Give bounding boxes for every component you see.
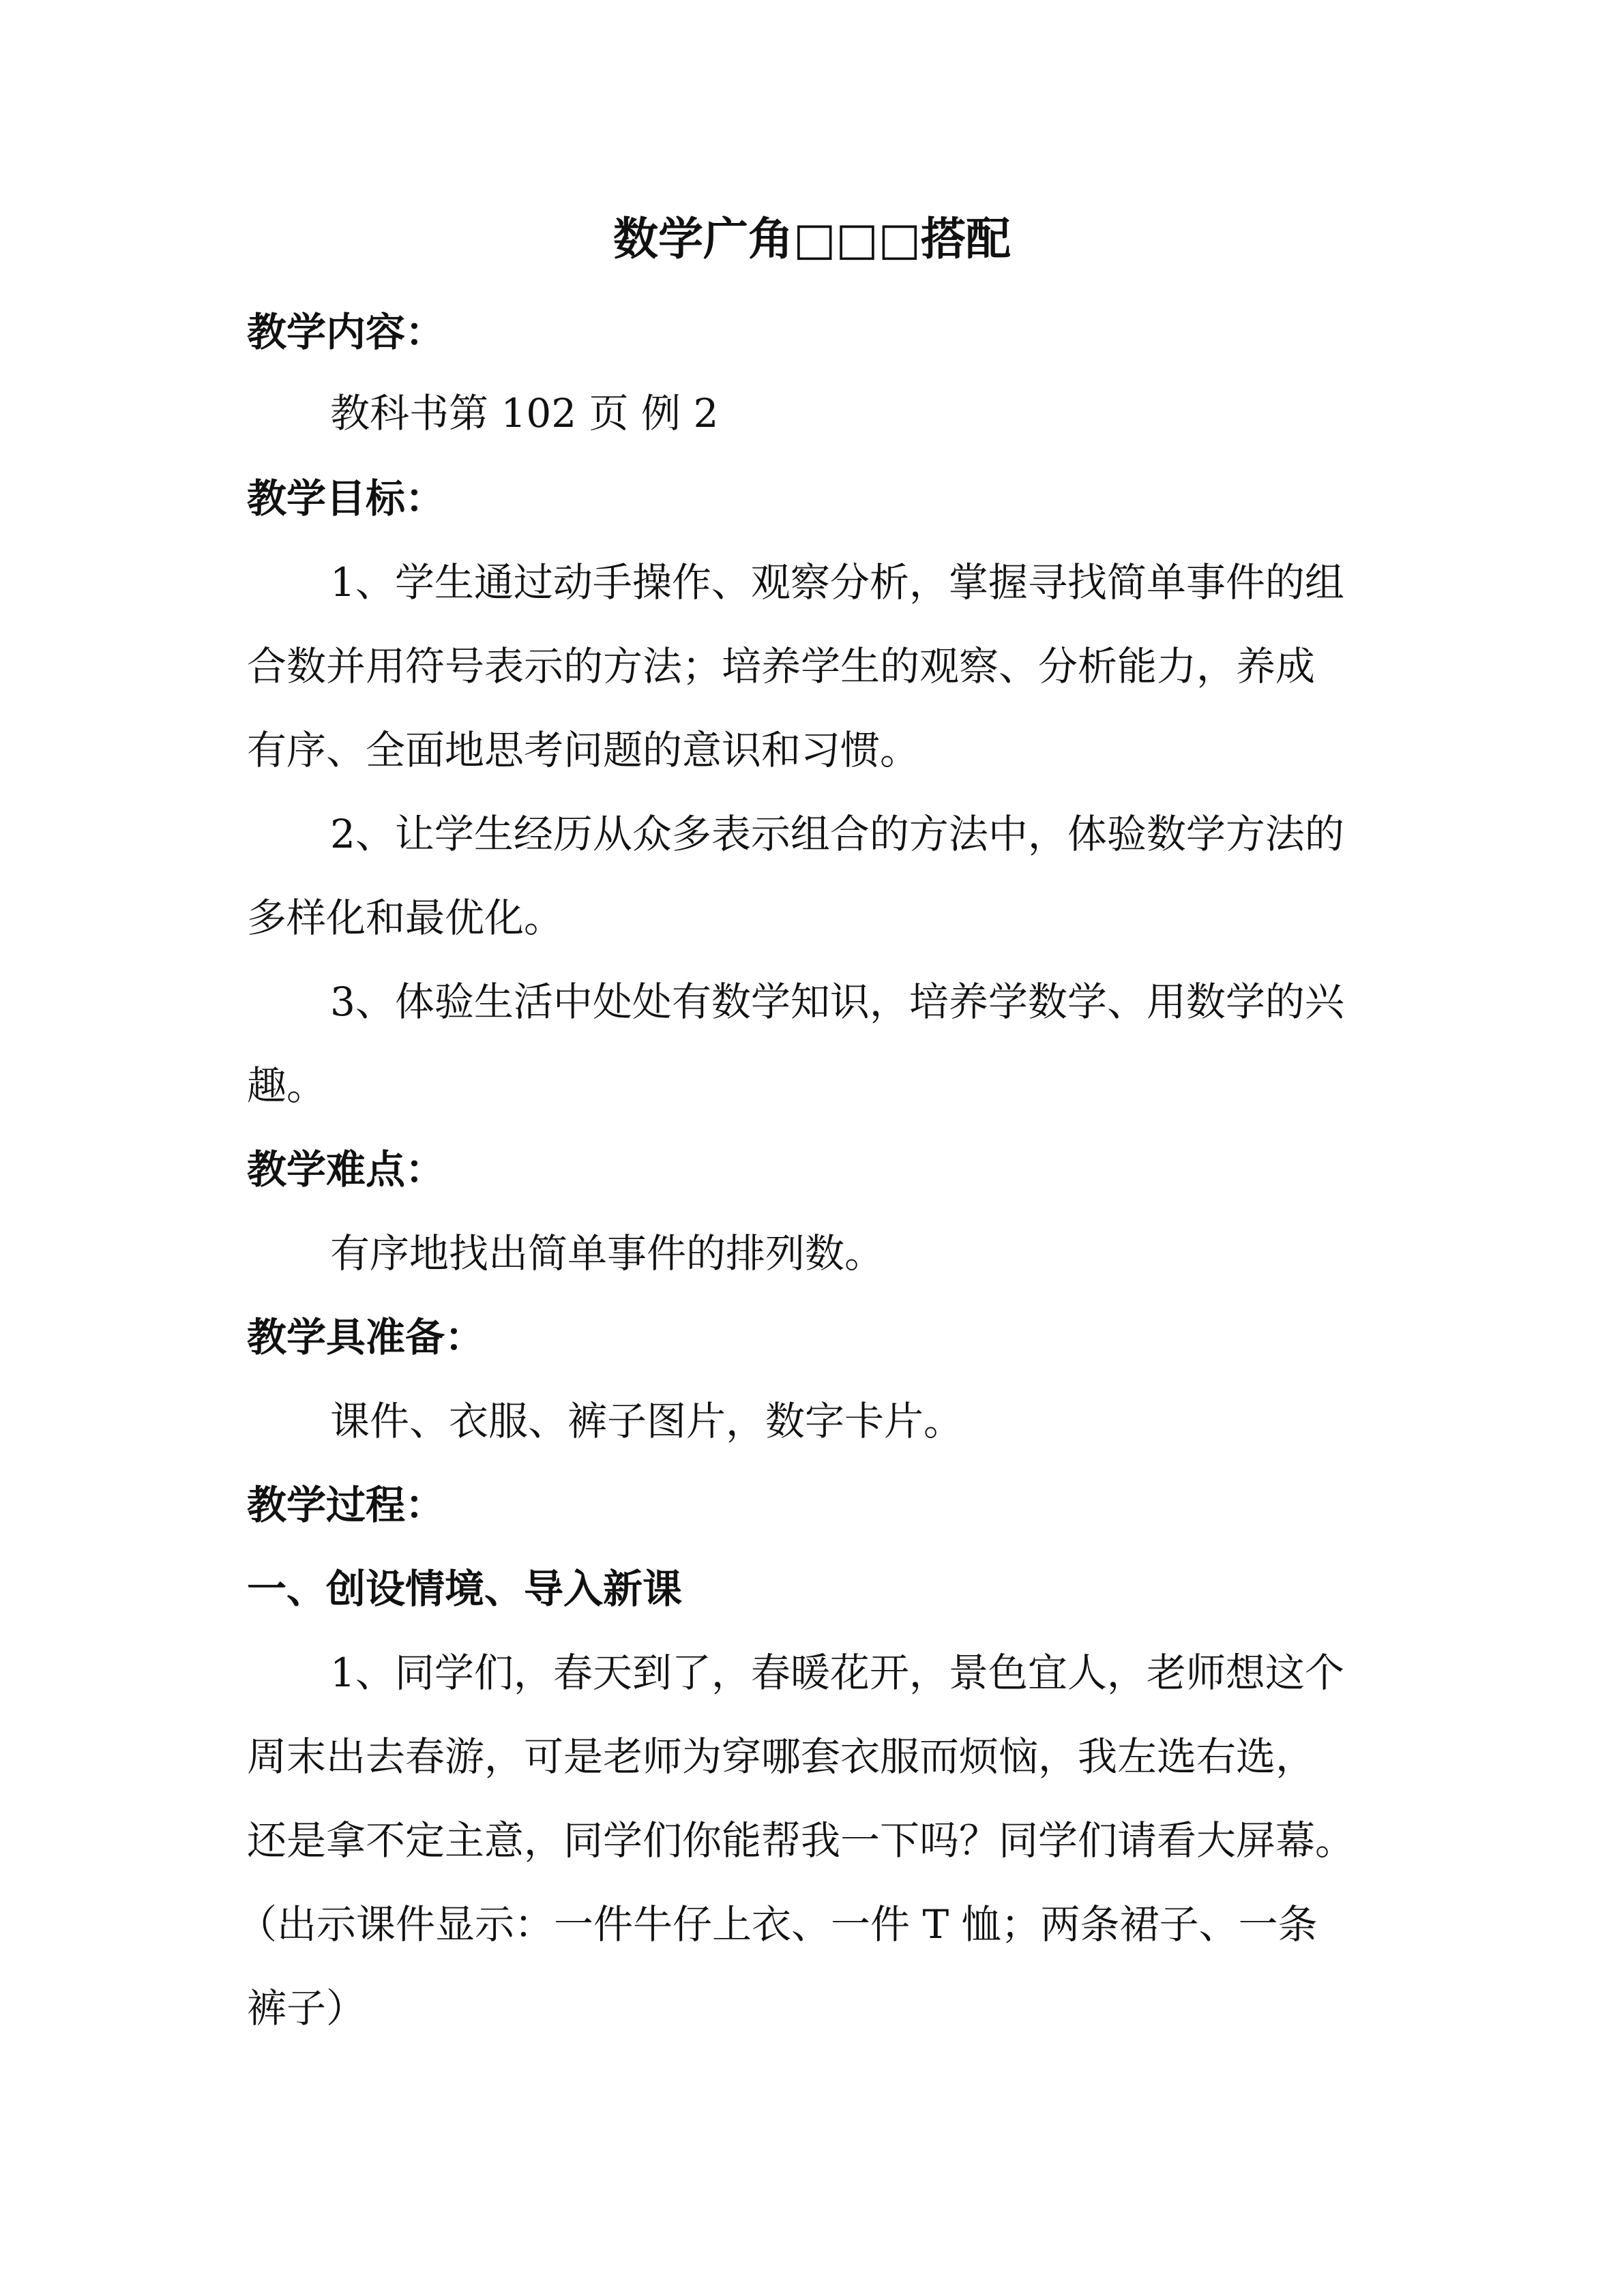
section-heading-goals: 教学目标： [247,475,445,522]
process-line: （出示课件显示：一件牛仔上衣、一件 T 恤；两条裙子、一条 [237,1901,1318,1948]
difficulty-line: 有序地找出简单事件的排列数。 [330,1230,885,1277]
goal-line: 多样化和最优化。 [247,895,564,941]
section-heading-content: 教学内容： [247,309,445,355]
section-heading-materials: 教学具准备： [247,1314,485,1360]
goal-line: 有序、全面地思考问题的意识和习惯。 [247,727,920,773]
goal-line: 1、学生通过动手操作、观察分析，掌握寻找简单事件的组 [330,559,1344,606]
section-heading-difficulty: 教学难点： [247,1146,445,1193]
document-title: 数学广角□□□搭配 [612,212,1012,265]
goal-line: 3、体验生活中处处有数学知识，培养学数学、用数学的兴 [330,979,1344,1025]
materials-line: 课件、衣服、裤子图片，数字卡片。 [330,1398,964,1444]
section-heading-process: 教学过程： [247,1482,445,1528]
process-line: 裤子） [247,1985,366,2031]
goal-line: 2、让学生经历从众多表示组合的方法中，体验数学方法的 [330,811,1344,857]
process-subheading: 一、创设情境、导入新课 [247,1566,683,1612]
goal-line: 趣。 [247,1062,327,1109]
content-line: 教科书第 102 页 例 2 [330,390,719,436]
process-line: 周末出去春游，可是老师为穿哪套衣服而烦恼，我左选右选， [247,1733,1316,1780]
goal-line: 合数并用符号表示的方法；培养学生的观察、分析能力，养成 [247,643,1316,689]
process-line: 还是拿不定主意，同学们你能帮我一下吗？同学们请看大屏幕。 [247,1817,1355,1864]
process-line: 1、同学们，春天到了，春暖花开，景色宜人，老师想这个 [330,1650,1344,1696]
